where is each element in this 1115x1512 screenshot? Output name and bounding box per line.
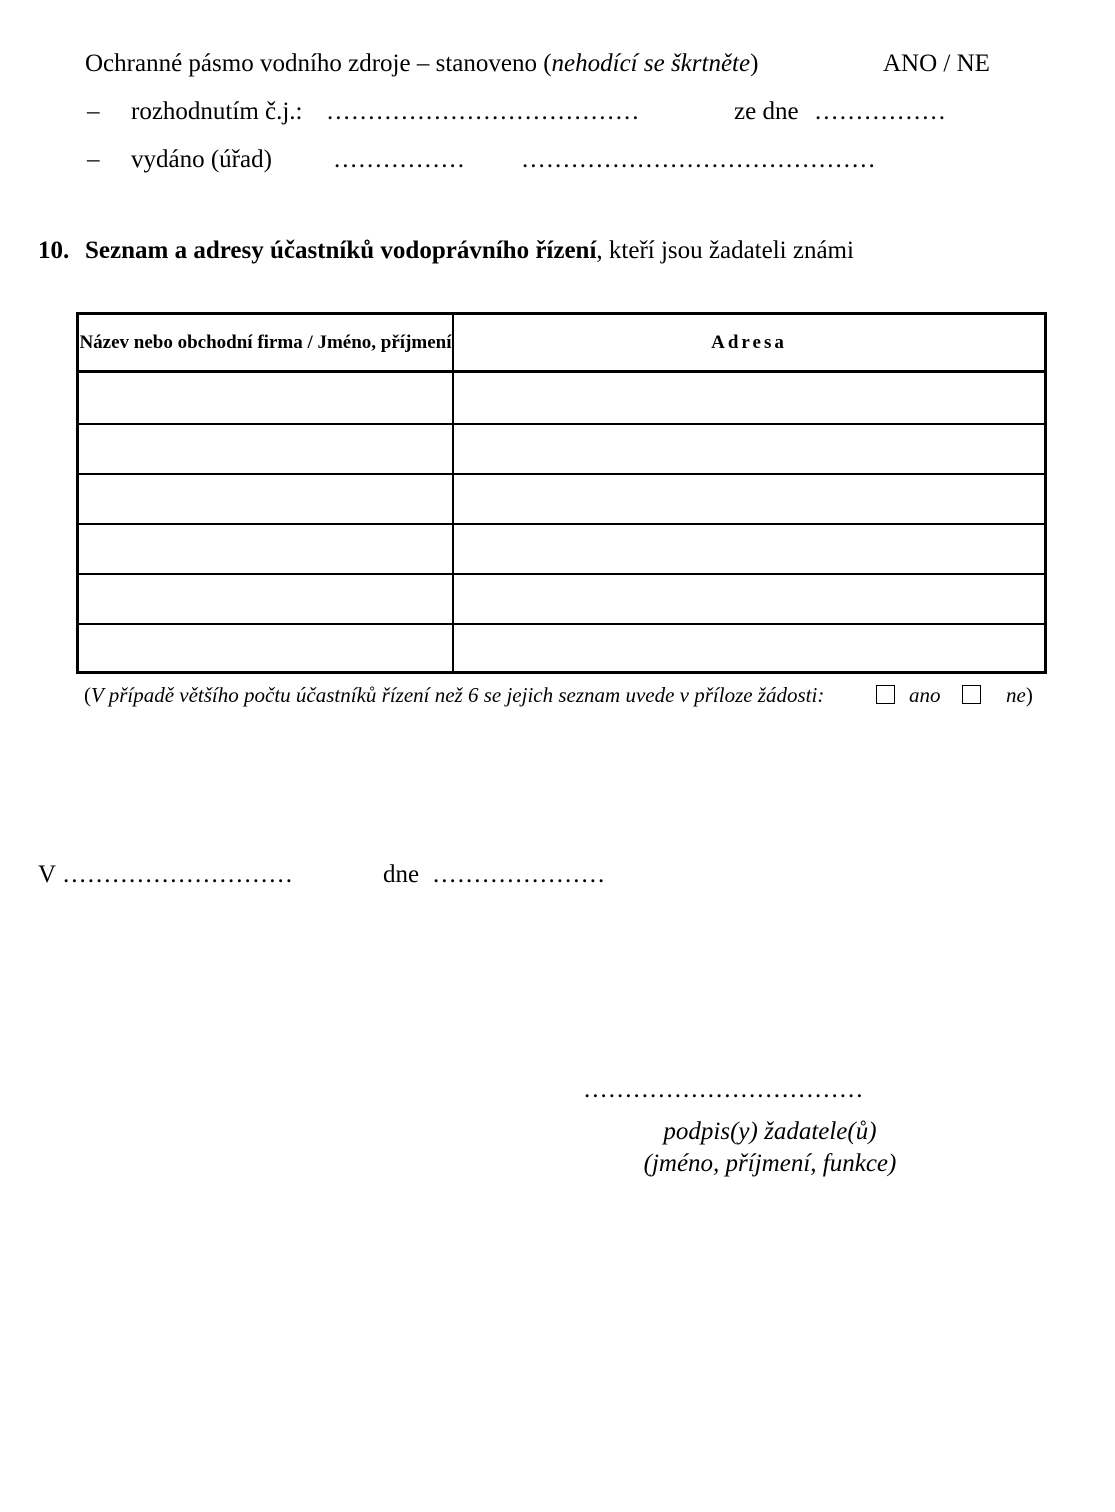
issued-dash: – [87, 146, 100, 173]
signature-subcaption: (jméno, příjmení, funkce) [643, 1150, 897, 1177]
date-label: dne [383, 861, 420, 888]
protection-zone-line [85, 50, 758, 78]
decision-date-label: ze dne [734, 98, 799, 125]
table-row-6-address[interactable] [454, 625, 1044, 671]
signature-field[interactable]: .................................. [584, 1076, 865, 1103]
decision-label: rozhodnutím č.j.: [131, 98, 303, 125]
place-field[interactable]: ............................ [63, 861, 294, 888]
protection-zone-label: Ochranné pásmo vodního zdroje – stanoveno ( [85, 50, 552, 77]
issued-office-field-2[interactable]: ........................................... [522, 146, 877, 173]
decision-dash: – [87, 98, 100, 125]
attachment-no-text: ne [1006, 683, 1026, 707]
section-number: 10. [38, 237, 70, 264]
signature-caption: podpis(y) žadatele(ů) [663, 1118, 877, 1145]
table-header-address: Adresa [711, 332, 787, 353]
table-row-6-name[interactable] [79, 625, 452, 671]
table-row-3-name[interactable] [79, 475, 452, 523]
section-title-rest: , kteří jsou žadateli známi [596, 237, 854, 264]
attachment-yes-checkbox[interactable] [876, 685, 895, 704]
issued-label: vydáno (úřad) [131, 146, 272, 173]
protection-zone-options[interactable]: ANO / NE [883, 50, 990, 77]
table-row-1-name[interactable] [79, 373, 452, 423]
table-row-2-name[interactable] [79, 425, 452, 473]
section-title-bold: Seznam a adresy účastníků vodoprávního řízení [85, 237, 597, 264]
attachment-yes-label: ano [909, 683, 941, 707]
decision-number-field[interactable]: ...................................... [327, 98, 641, 125]
decision-date-field[interactable]: ................ [815, 98, 947, 125]
table-row-1-address[interactable] [454, 373, 1044, 423]
table-row-2-address[interactable] [454, 425, 1044, 473]
place-label: V [38, 861, 57, 888]
table-row-5-address[interactable] [454, 575, 1044, 623]
issued-office-field-1[interactable]: ................ [334, 146, 466, 173]
protection-zone-hint: nehodící se škrtněte [551, 50, 751, 77]
note-open-paren: ( [84, 683, 91, 707]
section-title [85, 237, 854, 265]
table-row-3-address[interactable] [454, 475, 1044, 523]
protection-zone-close: ) [750, 50, 759, 77]
attachment-note [84, 683, 824, 708]
table-row-4-address[interactable] [454, 525, 1044, 573]
note-close-paren: ) [1025, 683, 1033, 707]
table-row-5-name[interactable] [79, 575, 452, 623]
date-field[interactable]: ..................... [433, 861, 607, 888]
table-row-4-name[interactable] [79, 525, 452, 573]
attachment-no-label [1006, 683, 1033, 708]
note-text: V případě většího počtu účastníků řízení než 6 se jejich seznam uvede v příloze žádosti: [91, 683, 825, 707]
table-header-name: Název nebo obchodní firma / Jméno, příjmení [79, 332, 452, 353]
attachment-no-checkbox[interactable] [962, 685, 981, 704]
participants-table [76, 312, 1047, 674]
